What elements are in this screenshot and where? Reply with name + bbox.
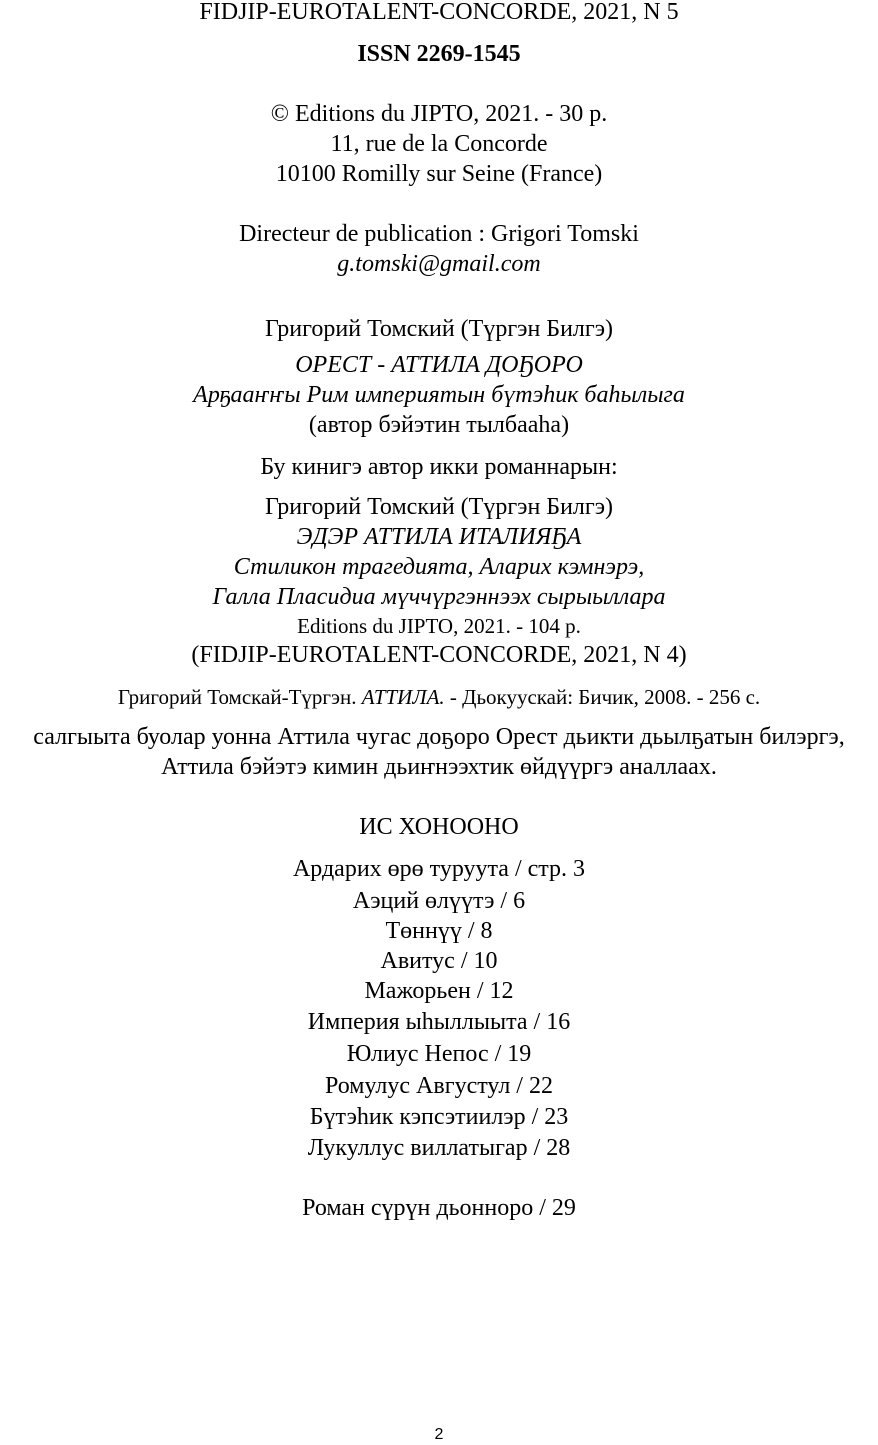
director-line: Directeur de publication : Grigori Tomski	[239, 221, 639, 247]
summary-line2: Аттила бэйэтэ кимин дьиҥнээхтик өйдүүргэ аналлаах.	[161, 754, 717, 780]
previous1-title: ЭДЭР АТТИЛА ИТАЛИЯҔА	[296, 524, 582, 550]
toc-item: Төннүү / 8	[385, 918, 493, 944]
director-email: g.tomski@gmail.com	[337, 251, 541, 277]
issn: ISSN 2269-1545	[357, 41, 521, 67]
series-header: FIDJIP-EUROTALENT-CONCORDE, 2021, N 5	[199, 0, 679, 25]
toc-heading: ИС ХОНООНО	[359, 814, 519, 840]
previous1-series: (FIDJIP-EUROTALENT-CONCORDE, 2021, N 4)	[191, 642, 687, 668]
page-number: 2	[434, 1426, 444, 1443]
toc-item: Аэций өлүүтэ / 6	[352, 888, 526, 914]
book-title: ОРЕСТ - АТТИЛА ДОҔОРО	[295, 352, 583, 378]
previous2-rest: - Дьокуускай: Бичик, 2008. - 256 с.	[444, 685, 761, 709]
previous-intro: Бу кинигэ автор икки романнарын:	[260, 454, 618, 480]
previous1-edition: Editions du JIPTO, 2021. - 104 р.	[297, 614, 581, 638]
previous1-author: Григорий Томский (Түргэн Билгэ)	[264, 494, 614, 520]
toc-item: Мажорьен / 12	[364, 978, 514, 1004]
previous2-author: Григорий Томскай-Түргэн.	[117, 685, 362, 709]
book-author: Григорий Томский (Түргэн Билгэ)	[264, 316, 614, 342]
toc-item: Юлиус Непос / 19	[346, 1041, 532, 1067]
book-note: (автор бэйэтин тылбааһа)	[308, 412, 570, 438]
toc-item: Авитус / 10	[380, 948, 498, 974]
previous2-title: АТТИЛА.	[361, 685, 445, 709]
toc-item: Ардарих өрө туруута / стр. 3	[292, 856, 586, 882]
previous2-line	[0, 682, 878, 712]
toc-item: Лукуллус виллатыгар / 28	[307, 1135, 571, 1161]
previous1-subtitle2: Галла Пласидиа мүччүргэннээх сырыыллара	[212, 584, 666, 610]
toc-item: Бүтэһик кэпсэтиилэр / 23	[309, 1104, 569, 1130]
publisher-city: 10100 Romilly sur Seine (France)	[275, 161, 603, 187]
summary-line1: салгыыта буолар уонна Аттила чугас доҕоро Орест дьикти дьылҕатын билэргэ,	[33, 724, 845, 750]
publisher-street: 11, rue de la Concorde	[330, 131, 548, 157]
toc-final-item: Роман сүрүн дьонноро / 29	[302, 1195, 576, 1221]
copyright-line: © Editions du JIPTO, 2021. - 30 р.	[270, 101, 608, 127]
toc-item: Империя ыһыллыыта / 16	[307, 1009, 571, 1035]
book-subtitle: Арҕааҥҥы Рим империятын бүтэһик баһылыга	[193, 382, 685, 408]
toc-item: Ромулус Августул / 22	[325, 1073, 553, 1099]
previous1-subtitle1: Стиликон трагедиятa, Аларих кэмнэрэ,	[233, 554, 645, 580]
